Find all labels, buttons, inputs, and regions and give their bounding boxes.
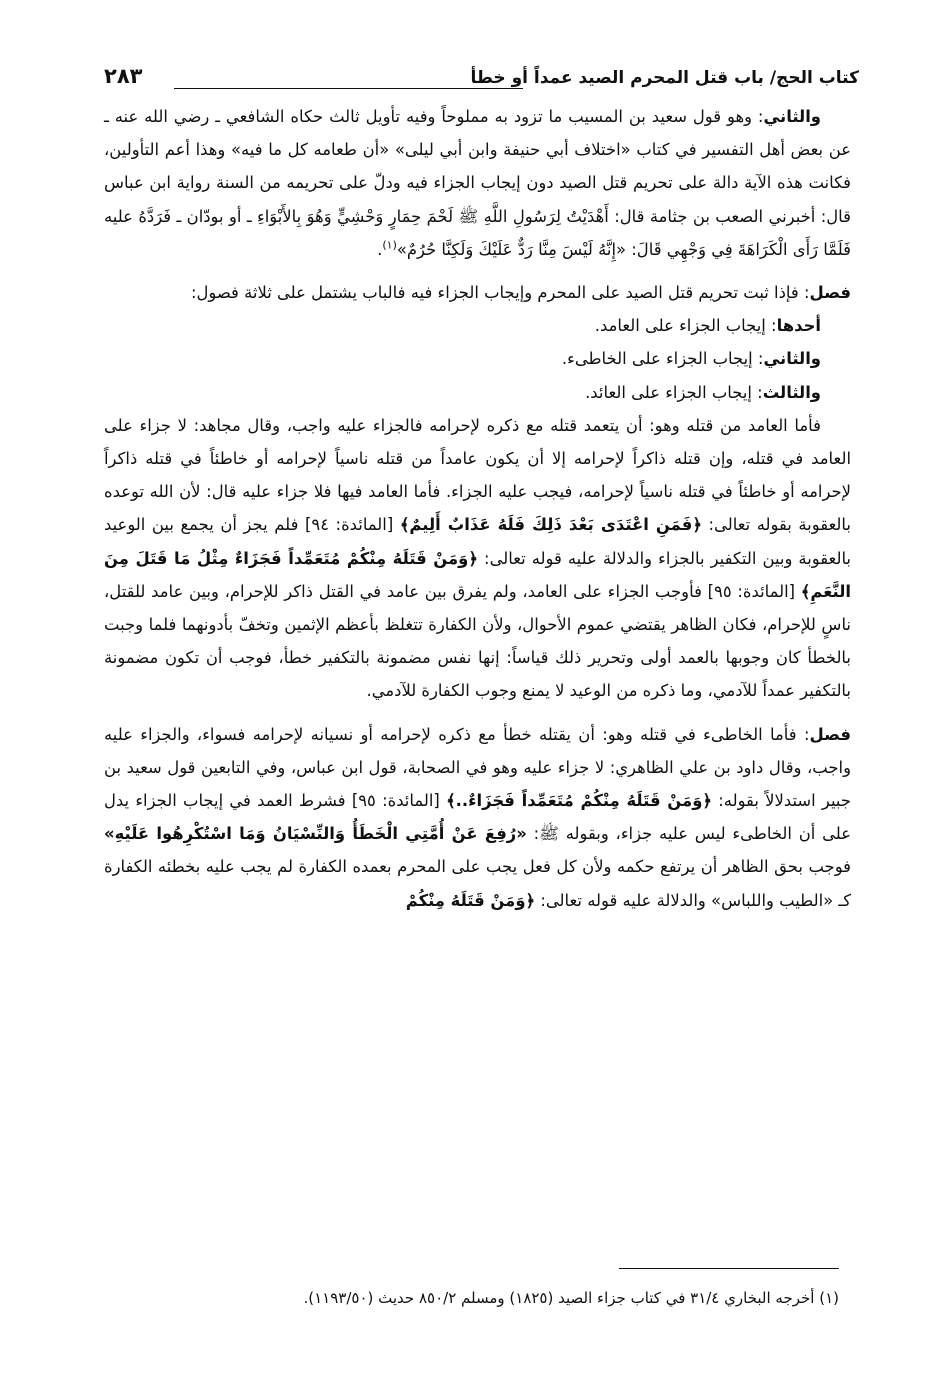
paragraph-text: [المائدة: ٩٥] فشرط العمد في إيجاب الجزاء يدل على أن الخاطىء ليس عليه جزاء، وبقوله ﷺ: bbox=[104, 791, 851, 844]
list-item-text: : إيجاب الجزاء على العائد. bbox=[585, 382, 763, 402]
quran-verse: ﴿وَمَنْ قَتَلَهُ مِنْكُمْ bbox=[405, 890, 536, 910]
page-number: ٢٨٣ bbox=[104, 64, 143, 88]
quran-verse: ﴿فَمَنِ اعْتَدَى بَعْدَ ذَلِكَ فَلَهُ عَذَابٌ أَلِيمٌ﴾ bbox=[399, 515, 702, 535]
quran-verse: ﴿وَمَنْ قَتَلَهُ مِنْكُمْ مُتَعَمِّداً فَجَزَاءٌ مِثْلُ مَا قَتَلَ مِنَ النَّعَمِ﴾ bbox=[104, 548, 851, 601]
running-title: كتاب الحج/ باب قتل المحرم الصيد عمداً أو خطأ bbox=[470, 68, 859, 88]
paragraph-text: : فأما الخاطىء في قتله وهو: أن يقتله خطأ مع ذكره لإحرامه أو نسيانه لإحرامه فسواء، والجزاء عليه واجب، وقال داود بن علي الظاهري: لا جزاء عليه وهو في الصحابة، قول ابن عباس، وفي التابعين قول سعيد بن جبير استدلالاً بقوله: bbox=[104, 724, 851, 811]
section-intro: : فإذا ثبت تحريم قتل الصيد على المحرم وإيجاب الجزاء فيه فالباب يشتمل على ثلاثة فصول: bbox=[190, 283, 810, 303]
paragraph-text: [المائدة: ٩٥] فأوجب الجزاء على العامد، ولم يفرق بين عامد في القتل ذاكر للإحرام، وبين عامد للقتل، ناسٍ للإحرام، فكان الظاهر يقتضي عموم الأحوال، ولأن الكفارة تتغلظ بأعظم الإثمين وتخفّ بأدونهما فلما وجبت بالخطأ كان وجوبها بالعمد أولى وتحرير ذلك قياساً: إنها نفس مضمونة بالتكفير خطأ، فوجب أن تكون مضمونة بالتكفير عمداً للآدمي، وما ذكره من الوعيد لا يمنع وجوب الكفارة للآدمي. bbox=[104, 581, 851, 701]
paragraph-text: [المائدة: ٩٤] فلم يجز أن يجمع بين الوعيد بالعقوبة وبين التكفير بالجزاء والدلالة عليه قوله تعالى: bbox=[104, 515, 851, 568]
footnote-marker: (١) bbox=[382, 238, 397, 252]
page-header bbox=[104, 58, 859, 94]
hadith-quote: «رُفِعَ عَنْ أُمَّتِي الْخَطَأُ وَالنِّسْيَانُ وَمَا اسْتُكْرِهُوا عَلَيْهِ» bbox=[104, 824, 527, 844]
paragraph bbox=[104, 409, 851, 708]
list-item-text: : إيجاب الجزاء على العامد. bbox=[594, 316, 777, 336]
paragraph-lead: والثاني bbox=[763, 107, 821, 126]
footnote-rule bbox=[619, 1268, 839, 1269]
section-lead: فصل bbox=[809, 283, 851, 303]
list-item-text: : إيجاب الجزاء على الخاطىء. bbox=[561, 349, 764, 369]
list-item bbox=[104, 342, 851, 375]
section-paragraph bbox=[104, 276, 851, 309]
list-item bbox=[104, 309, 851, 342]
paragraph-text: فأما العامد من قتله وهو: أن يتعمد قتله مع ذكره لإحرامه فالجزاء عليه واجب، وقال مجاهد: لا جزاء على العامد في قتله، وإن قتله ذاكراً لإحرامه إلا أن يكون عامداً من قتله ناسياً لإحرامه أو خاطئاً في قتله ذاكراً لإحرامه أو خاطئاً في قتله ناسياً لإحرامه، فيجب عليه الجزاء. فأما العامد فيها فلا جزاء عليه قال: لأن الله توعده بالعقوبة بقوله تعالى: bbox=[104, 415, 851, 535]
section-paragraph bbox=[104, 718, 851, 917]
footnote: (١) أخرجه البخاري ٣١/٤ في كتاب جزاء الصيد (١٨٢٥) ومسلم ٨٥٠/٢ حديث (١١٩٣/٥٠). bbox=[303, 1289, 839, 1307]
main-text bbox=[104, 100, 851, 917]
list-item bbox=[104, 376, 851, 409]
quran-verse: ﴿وَمَنْ قَتَلَهُ مِنْكُمْ مُتَعَمِّداً فَجَزَاءٌ..﴾ bbox=[446, 791, 712, 811]
header-rule bbox=[174, 88, 523, 89]
list-item-lead: والثالث bbox=[762, 382, 821, 402]
paragraph-end: . bbox=[377, 239, 383, 259]
list-item-lead: أحدها bbox=[776, 316, 821, 336]
paragraph bbox=[104, 100, 851, 266]
paragraph-text: : وهو قول سعيد بن المسيب ما تزود به مملوحاً وفيه تأويل ثالث حكاه الشافعي ـ رضي الله عنه ـ عن بعض أهل التفسير في كتاب «اختلاف أبي حنيفة وابن أبي ليلى» «أن طعامه كل ما فيه» وهذا أعم التأولين، فكانت هذه الآية دالة على تحريم قتل الصيد دون إيجاب الجزاء فيه ودلّ على تحريمه من السنة رواية ابن عباس قال: أخبرني الصعب بن جثامة قال: أَهْدَيْتُ لِرَسُولِ اللَّهِ ﷺ لَحْمَ حِمَارٍ وَحْشِيٍّ وَهُوَ بِالأَبْوَاءِ ـ أو بودّان ـ فَرَدَّهُ عليه فَلَمَّا رَأَى الْكَرَاهَةَ فِي وَجْهِي قَالَ: «إِنَّهُ لَيْسَ مِنَّا رَدٌّ عَلَيْكَ وَلَكِنَّا حُرُمٌ» bbox=[104, 107, 851, 259]
paragraph-text: فوجب بحق الظاهر أن يرتفع حكمه ولأن كل فعل يجب على المحرم بعمده الكفارة لم يجب عليه بخطئه الكفارة كـ «الطيب واللباس» والدلالة عليه قوله تعالى: bbox=[104, 857, 851, 910]
list-item-lead: والثاني bbox=[763, 349, 821, 369]
section-lead: فصل bbox=[809, 724, 851, 744]
